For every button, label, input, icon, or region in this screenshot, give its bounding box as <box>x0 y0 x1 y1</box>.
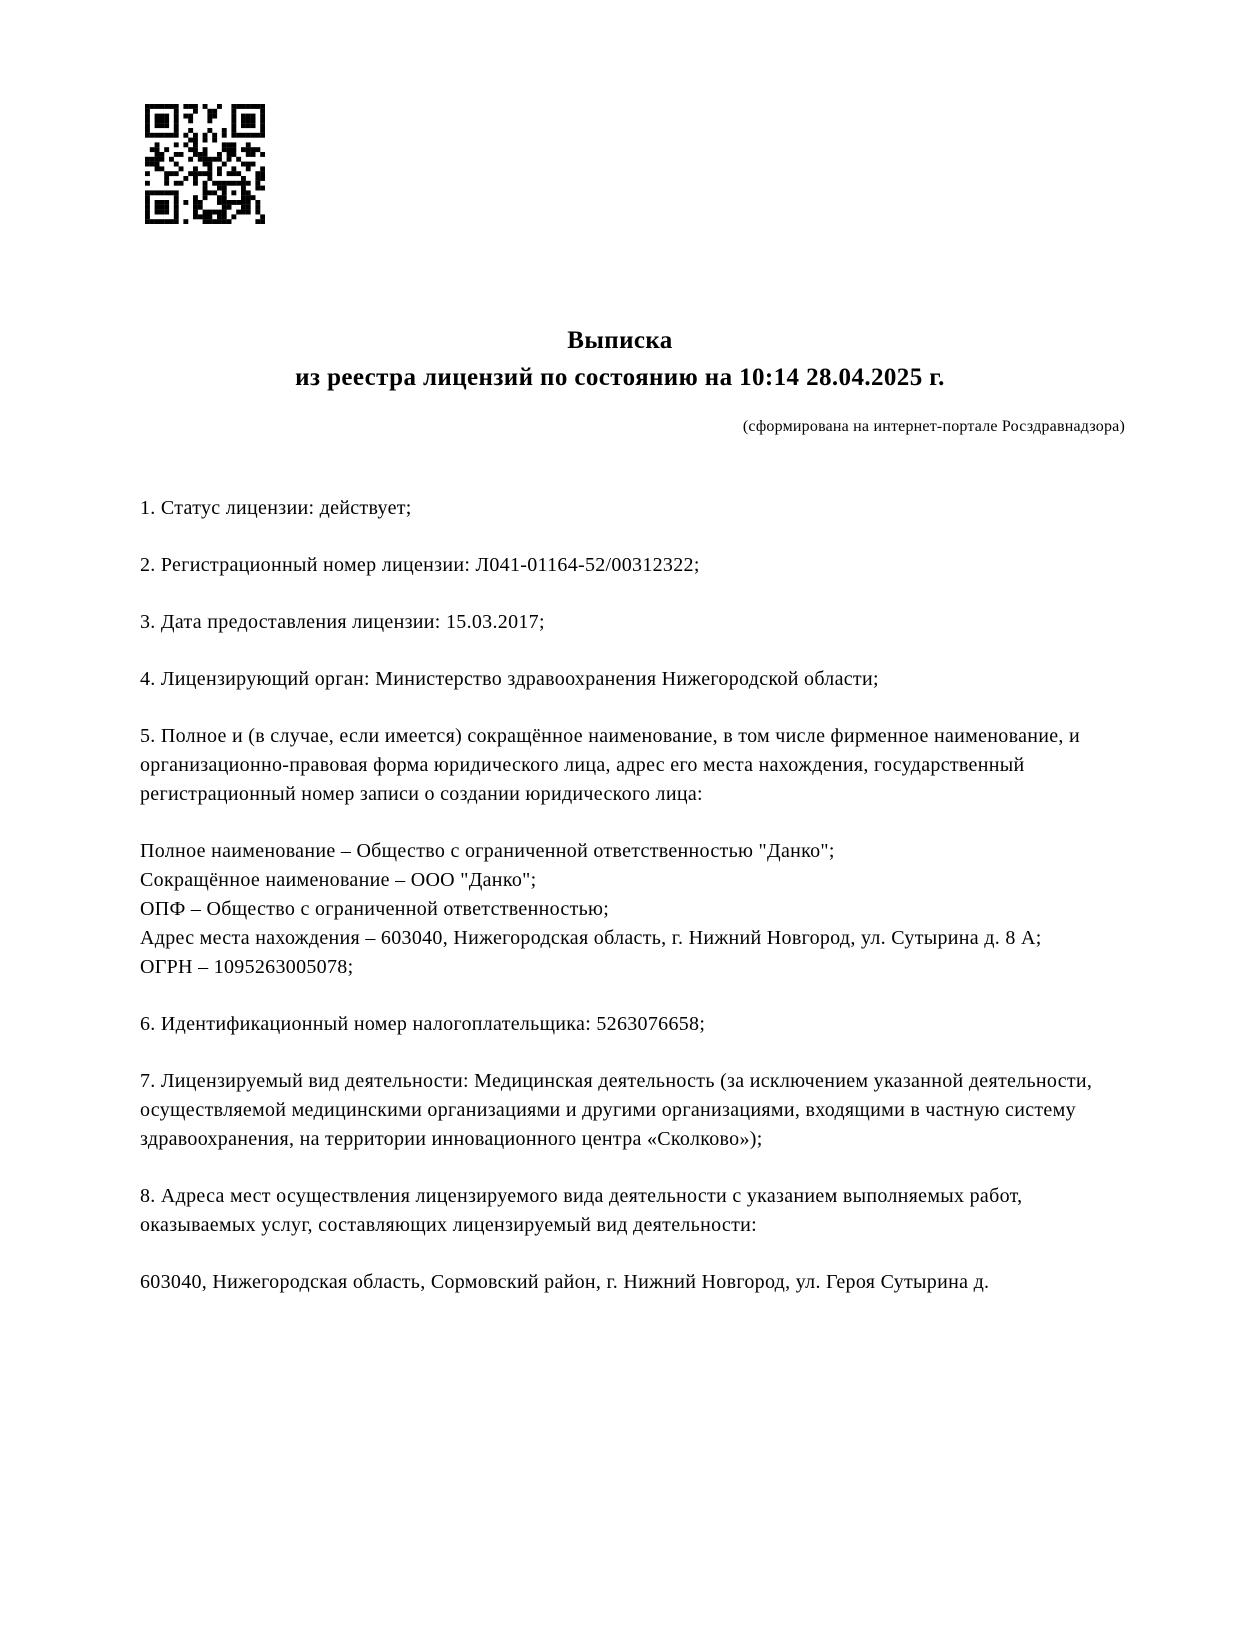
paragraph-line: Сокращённое наименование – ООО "Данко"; <box>140 869 537 891</box>
title-line-1: Выписка <box>567 327 673 354</box>
paragraph: 2. Регистрационный номер лицензии: Л041-01164-52/00312322; <box>140 554 700 576</box>
document-body <box>140 494 1130 1325</box>
paragraph: 7. Лицензируемый вид деятельности: Медицинская деятельность (за исключением указанной деятельности, осуществляемой медицинскими организациями и другими организациями, входящими в частную систему здравоохранения, на территории инновационного центра «Сколково»); <box>140 1070 1093 1150</box>
paragraph-block <box>140 837 1130 982</box>
paragraph-line: Полное наименование – Общество с ограниченной ответственностью "Данко"; <box>140 840 835 862</box>
qr-code-icon <box>145 104 265 224</box>
paragraph-line: ОПФ – Общество с ограниченной ответственностью; <box>140 898 610 920</box>
paragraph-line: ОГРН – 1095263005078; <box>140 956 354 978</box>
document-subtitle: (сформирована на интернет-портале Росздравнадзора) <box>742 418 1125 435</box>
paragraph: 8. Адреса мест осуществления лицензируемого вида деятельности с указанием выполняемых работ, оказываемых услуг, составляющих лицензируемый вид деятельности: <box>140 1185 1023 1236</box>
paragraph-line: Адрес места нахождения – 603040, Нижегородская область, г. Нижний Новгород, ул. Сутырина д. 8 А; <box>140 927 1042 949</box>
qr-code-image <box>145 104 265 224</box>
document-title <box>0 322 1240 396</box>
paragraph: 1. Статус лицензии: действует; <box>140 497 412 519</box>
paragraph: 603040, Нижегородская область, Сормовский район, г. Нижний Новгород, ул. Героя Сутырина д. <box>140 1271 990 1293</box>
paragraph: 6. Идентификационный номер налогоплательщика: 5263076658; <box>140 1013 706 1035</box>
title-line-2: из реестра лицензий по состоянию на 10:14 28.04.2025 г. <box>295 364 945 391</box>
paragraph: 3. Дата предоставления лицензии: 15.03.2017; <box>140 611 545 633</box>
paragraph: 5. Полное и (в случае, если имеется) сокращённое наименование, в том числе фирменное наименование, и организационно-правовая форма юридического лица, адрес его места нахождения, государственный регистрационный номер записи о создании юридического лица: <box>140 725 1081 805</box>
paragraph: 4. Лицензирующий орган: Министерство здравоохранения Нижегородской области; <box>140 668 879 690</box>
